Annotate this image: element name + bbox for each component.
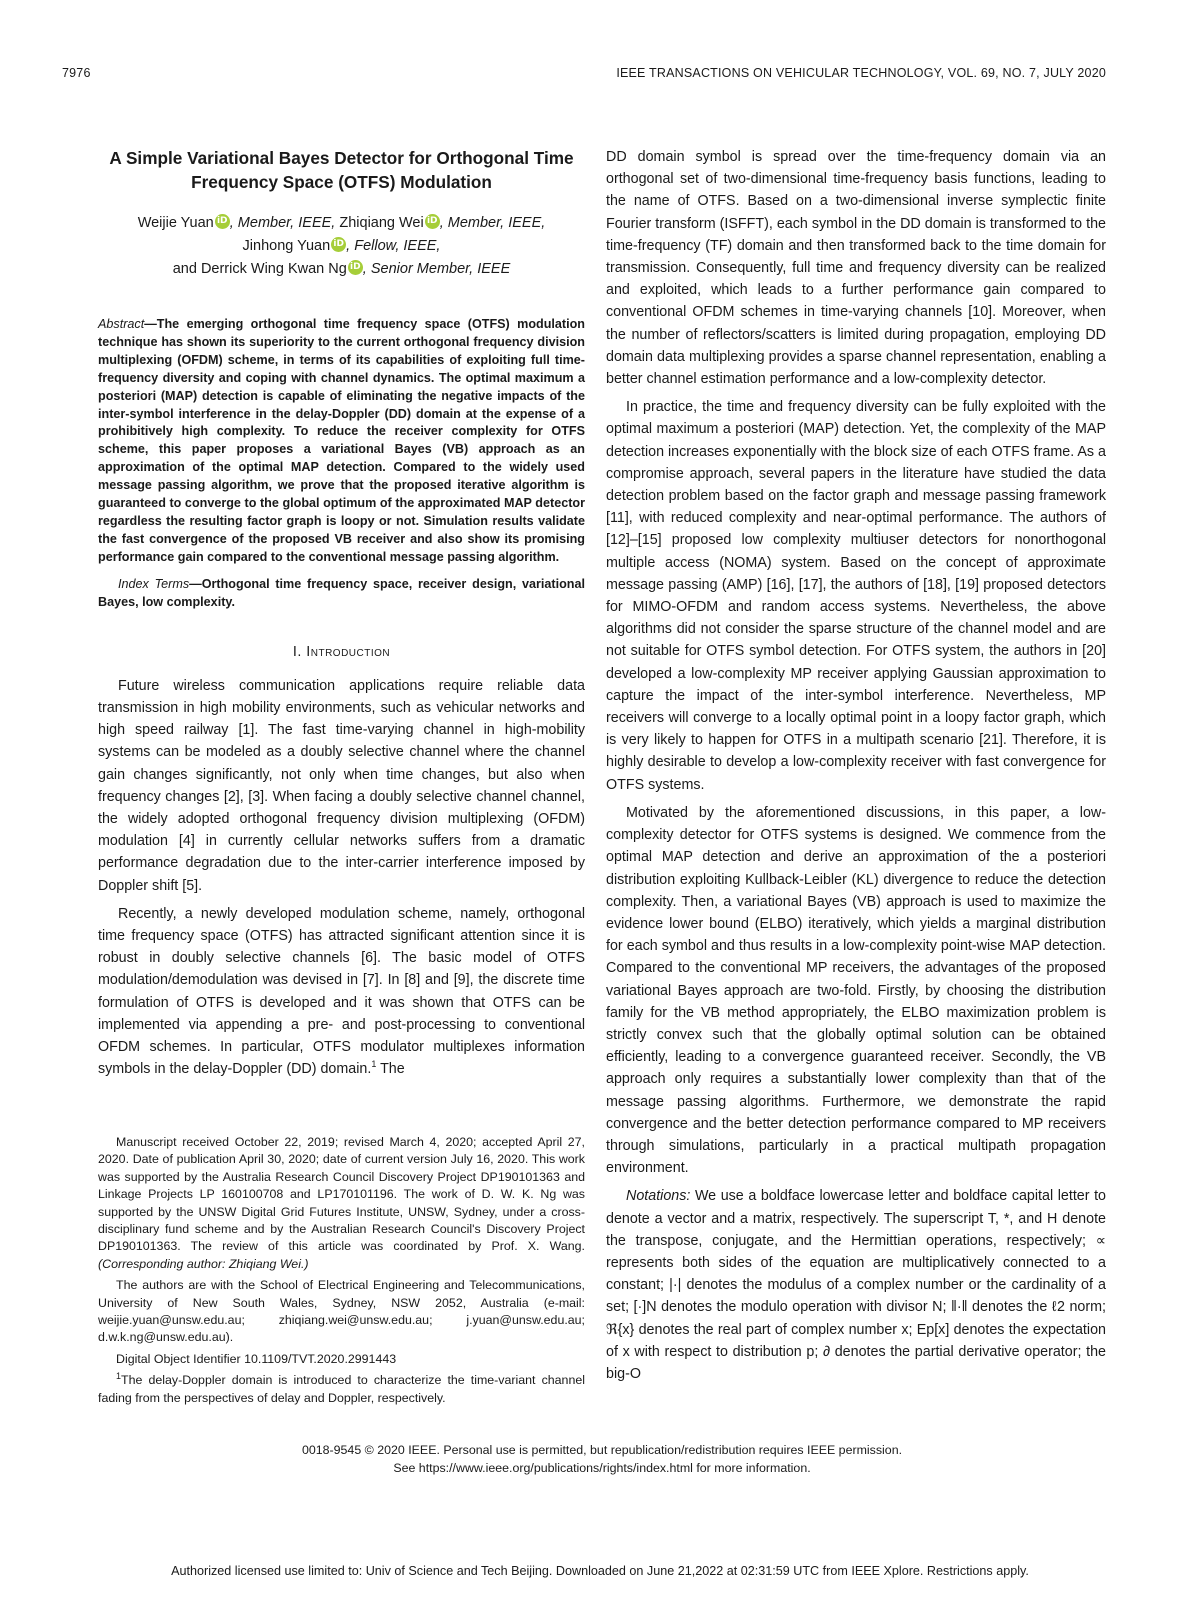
orcid-icon[interactable]: iD — [348, 260, 363, 275]
author-name: Weijie Yuan — [137, 215, 214, 231]
paragraph-tail: The — [376, 1061, 405, 1078]
copyright-line: 0018-9545 © 2020 IEEE. Personal use is permitted, but republication/redistribution requires IEEE permission. — [301, 1443, 903, 1457]
right-column — [606, 146, 1106, 1391]
index-terms — [98, 576, 585, 612]
running-head — [62, 66, 1106, 84]
body-paragraph: In practice, the time and frequency diversity can be fully exploited with the optimal maximum a posteriori (MAP) detection. Yet, the complexity of the MAP detection increases exponentially with the block size of each OTFS frame. As a compromise approach, several papers in the literature have studied the data detection problem based on the factor graph and message passing framework [11], with reduced complexity and near-optimal performance. The authors of [12]–[15] proposed low complexity multiuser detectors for nonorthogonal multiple access (NOMA) system. Based on the concept of approximate message passing (AMP) [16], [17], the authors of [18], [19] proposed detectors for MIMO-OFDM and random access systems. Nevertheless, the above algorithms did not consider the sparse structure of the channel model and are not suitable for OTFS symbol detection. For OTFS system, the authors in [20] developed a low-complexity MP receiver applying Gaussian approximation to capture the impact of the inter-symbol interference. Nevertheless, MP receivers will converge to a locally optimal point in a loopy factor graph, which is very likely to happen for OTFS in a multipath scenario [21]. Therefore, it is highly desirable to develop a low-complexity receiver with fast convergence for OTFS systems. — [606, 399, 1106, 793]
body-paragraph — [98, 903, 585, 1081]
section-title: Introduction — [306, 643, 391, 660]
manuscript-note — [98, 1134, 585, 1273]
notations-text: We use a boldface lowercase letter and boldface capital letter to denote a vector and a matrix, respectively. The superscript T, *, and H denote the transpose, conjugate, and the Hermittian operations, respectively; ∝ represents both sides of the equation are multiplicatively connected to a constant; |·| denotes the modulus of a complex number or the cardinality of a set; [·]N denotes the modulo operation with divisor N; ‖·‖ denotes the ℓ2 norm; ℜ{x} denotes the real part of complex number x; Ep[x] denotes the expectation of x with respect to distribution p; ∂ denotes the partial derivative operator; the big-O — [606, 1188, 1106, 1382]
corresponding-author: (Corresponding author: Zhiqiang Wei.) — [98, 1256, 309, 1271]
section-heading — [98, 641, 585, 663]
footnote-ref[interactable]: 1 — [371, 1059, 377, 1070]
journal-header: IEEE TRANSACTIONS ON VEHICULAR TECHNOLOGY, VOL. 69, NO. 7, JULY 2020 — [616, 66, 1106, 80]
index-terms-label: Index Terms — [118, 576, 190, 591]
rights-link[interactable]: See https://www.ieee.org/publications/rights/index.html for more information. — [393, 1461, 811, 1475]
abstract-text: —The emerging orthogonal time frequency space (OTFS) modulation technique has shown its superiority to the current orthogonal frequency division multiplexing (OFDM) scheme, in terms of its capabilities of exploiting full time-frequency diversity and coping with channel dynamics. The optimal maximum a posteriori (MAP) detection is capable of eliminating the negative impacts of the inter-symbol interference in the delay-Doppler (DD) domain at the expense of a prohibitively high complexity. To reduce the receiver complexity for OTFS scheme, this paper proposes a variational Bayes (VB) approach as an approximation of the optimal MAP detection. Compared to the widely used message passing algorithm, we prove that the proposed iterative algorithm is guaranteed to converge to the global optimum of the approximated MAP detector regardless the resulting factor graph is loopy or not. Simulation results validate the fast convergence of the proposed VB receiver and also show its promising performance gain compared to the conventional message passing algorithm. — [98, 317, 585, 564]
footnotes — [98, 1134, 585, 1411]
orcid-icon[interactable]: iD — [215, 214, 230, 229]
section-number: I. — [292, 643, 302, 660]
author-affiliation: , Member, IEEE, — [229, 215, 336, 231]
footnote-1-text: The delay-Doppler domain is introduced to characterize the time-variant channel fading from the perspectives of delay and Doppler, respectively. — [98, 1373, 585, 1405]
paper-title: A Simple Variational Bayes Detector for Orthogonal Time Frequency Space (OTFS) Modulation — [109, 148, 574, 192]
author-affiliation: , Member, IEEE, — [439, 215, 546, 231]
index-terms-text: —Orthogonal time frequency space, receiver design, variational Bayes, low complexity. — [98, 576, 585, 609]
author-name: and Derrick Wing Kwan Ng — [172, 261, 347, 277]
paragraph-text: Recently, a newly developed modulation scheme, namely, orthogonal time frequency space (OTFS) has attracted significant attention since it is robust in doubly selective channels [6]. The basic model of OTFS modulation/demodulation was devised in [7]. In [8] and [9], the discrete time formulation of OTFS is developed and it was shown that OTFS can be implemented via appending a pre- and post-processing to conventional OFDM schemes. In particular, OTFS modulator multiplexes information symbols in the delay-Doppler (DD) domain. — [98, 905, 585, 1078]
author-block — [98, 212, 585, 281]
page-number: 7976 — [62, 66, 91, 80]
left-column — [98, 146, 585, 1086]
notations-paragraph — [606, 1185, 1106, 1385]
doi-note: Digital Object Identifier 10.1109/TVT.2020.2991443 — [116, 1351, 397, 1366]
body-paragraph: Future wireless communication applications require reliable data transmission in high mobility environments, such as vehicular networks and high speed railway [1]. The fast time-varying channel in high-mobility systems can be modeled as a doubly selective channel where the channel gain changes significantly, not only when time changes, but also when frequency changes [2], [3]. When facing a doubly selective channel channel, the widely adopted orthogonal frequency division multiplexing (OFDM) modulation [4] in currently cellular networks suffers from a dramatic performance degradation due to the inter-carrier interference imposed by Doppler shift [5]. — [98, 677, 585, 894]
footnote-1 — [98, 1372, 585, 1407]
affiliation-note: The authors are with the School of Electrical Engineering and Telecommunications, University of New South Wales, Sydney, NSW 2052, Australia (e-mail: weijie.yuan@unsw.edu.au; zhiqiang.wei@unsw.edu.au; j.yuan@unsw.edu.au; d.w.k.ng@unsw.edu.au). — [98, 1278, 585, 1345]
footnote-mark: 1 — [116, 1371, 122, 1382]
authorized-use-notice: Authorized licensed use limited to: Univ of Science and Tech Beijing. Downloaded on June 21,2022 at 02:31:59 UTC from IEEE Xplore. Restrictions apply. — [171, 1564, 1029, 1578]
abstract-label: Abstract — [98, 317, 145, 331]
author-affiliation: , Senior Member, IEEE — [362, 261, 511, 277]
copyright-notice — [98, 1441, 1106, 1477]
author-name: Zhiqiang Wei — [339, 215, 424, 231]
body-paragraph: DD domain symbol is spread over the time-frequency domain via an orthogonal set of two-dimensional time-frequency basis functions, leading to the name of OTFS. Based on a two-dimensional inverse symplectic finite Fourier transform (ISFFT), each symbol in the DD domain is transformed to the time-frequency (TF) domain and then transformed back to the time domain for transmission. Consequently, full time and frequency diversity can be realized and exploited, which leads to a further performance gain compared to conventional OFDM schemes in time-varying channels [10]. Moreover, when the number of reflectors/scatters is limited during propagation, employing DD domain data multiplexing provides a sparse channel representation, enabling a better channel estimation performance and a low-complexity detector. — [606, 149, 1106, 388]
body-paragraph: Motivated by the aforementioned discussions, in this paper, a low-complexity detector for OTFS systems is designed. We commence from the optimal MAP detection and derive an approximation of the a posteriori distribution exploiting Kullback-Leibler (KL) divergence to reduce the detection complexity. Then, a variational Bayes (VB) approach is used to maximize the evidence lower bound (ELBO) iteratively, which yields a marginal distribution for each symbol and thus results in a low-complexity point-wise MAP detection. Compared to the conventional MP receivers, the advantages of the proposed variational Bayes approach are two-fold. Firstly, by choosing the distribution family for the VB method appropriately, the ELBO maximization problem is strictly convex such that the globally optimal solution can be obtained efficiently, leading to a convergence guaranteed receiver. Secondly, the VB approach only requires a substantially lower complexity than that of the message passing algorithms. Furthermore, we demonstrate the rapid convergence and the better detection performance compared to MP receivers through simulations, particularly in a practical multipath propagation environment. — [606, 804, 1106, 1177]
orcid-icon[interactable]: iD — [425, 214, 440, 229]
manuscript-text: Manuscript received October 22, 2019; revised March 4, 2020; accepted April 27, 2020. Date of publication April 30, 2020; date of current version July 16, 2020. This work was supported by the Australia Research Council Discovery Project DP190101363 and Linkage Projects LP 160100708 and LP170101196. The work of D. W. K. Ng was supported by the UNSW Digital Grid Futures Institute, UNSW, Sydney, under a cross-disciplinary fund scheme and by the Australian Research Council's Discovery Project DP190101363. The review of this article was coordinated by Prof. X. Wang. — [98, 1135, 585, 1254]
notations-label: Notations: — [626, 1188, 691, 1205]
orcid-icon[interactable]: iD — [331, 237, 346, 252]
author-name: Jinhong Yuan — [242, 238, 331, 254]
author-affiliation: , Fellow, IEEE, — [346, 238, 441, 254]
abstract — [98, 316, 585, 567]
